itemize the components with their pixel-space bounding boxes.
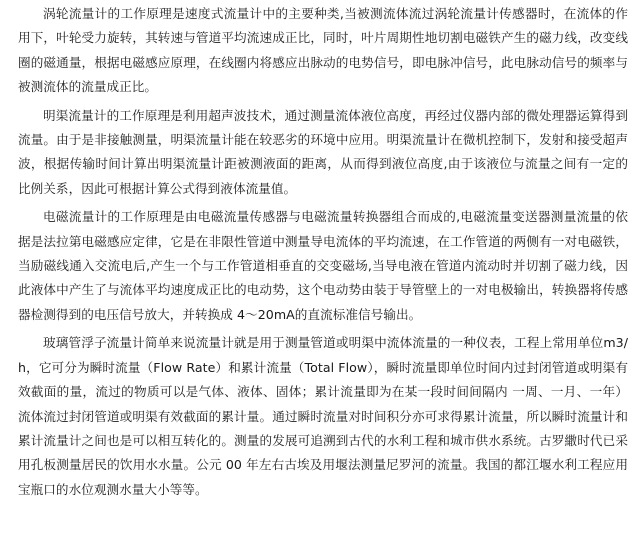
paragraph-glass-tube-float-flowmeter: 玻璃管浮子流量计简单来说流量计就是用于测量管道或明渠中流体流量的一种仪表，工程上常用单位m3/h，它可分为瞬时流量（Flow Rate）和累计流量（Total Flow），瞬时流量即单位时间内过封闭管道或明渠有效截面的量，流过的物质可以是气体、液体、固体；累计流量即为在某一段时间间隔内 一周、一月、一年）流体流过封闭管道或明渠有效截面的累计量。通过瞬时流量对时间积分亦可求得累计流量，所以瞬时流量计和累计流量计之间也是可以相互转化的。测量的发展可追溯到古代的水利工程和城市供水系统。古罗繖时代已采用孔板测量居民的饮用水水量。公元 00 年左右古埃及用堰法测量尼罗河的流量。我国的都江堰水利工程应用宝瓶口的水位观测水量大小等等。 [18, 335, 628, 497]
paragraph-electromagnetic-flowmeter: 电磁流量计的工作原理是由电磁流量传感器与电磁流量转换器组合而成的,电磁流量变送器测量流量的依据是法拉第电磁感应定律，它是在非限性管道中测量导电流体的平均流速，在工作管道的两侧有一对电磁铁，当励磁线通入交流电后,产生一个与工作管道相垂直的交变磁场,当导电液在管道内流动时并切割了磁力线，因此液体中产生了与流体平均速度成正比的电动势，这个电动势由装于导管壁上的一对电极输出，转换器将传感器检测得到的电压信号放大，并转换成 4～20mA的直流标准信号输出。 [18, 209, 628, 322]
paragraph-turbine-flowmeter: 涡轮流量计的工作原理是速度式流量计中的主要种类,当被测流体流过涡轮流量计传感器时，在流体的作用下，叶轮受力旋转，其转速与管道平均流速成正比，同时，叶片周期性地切割电磁铁产生的磁力线，改变线圈的磁通量，根据电磁感应原理，在线圈内将感应出脉动的电势信号，即电脉冲信号，此电脉动信号的频率与被测流体的流量成正比。 [18, 6, 628, 95]
paragraph-open-channel-flowmeter: 明渠流量计的工作原理是利用超声波技术，通过测量流体液位高度，再经过仪器内部的微处理器运算得到流量。由于是非接触测量，明渠流量计能在较恶劣的环境中应用。明渠流量计在微机控制下，发射和接受超声波，根据传输时间计算出明渠流量计距被测液面的距离，从而得到液位高度,由于该液位与流量之间有一定的比例关系，因此可根据计算公式得到液体流量值。 [18, 107, 628, 196]
